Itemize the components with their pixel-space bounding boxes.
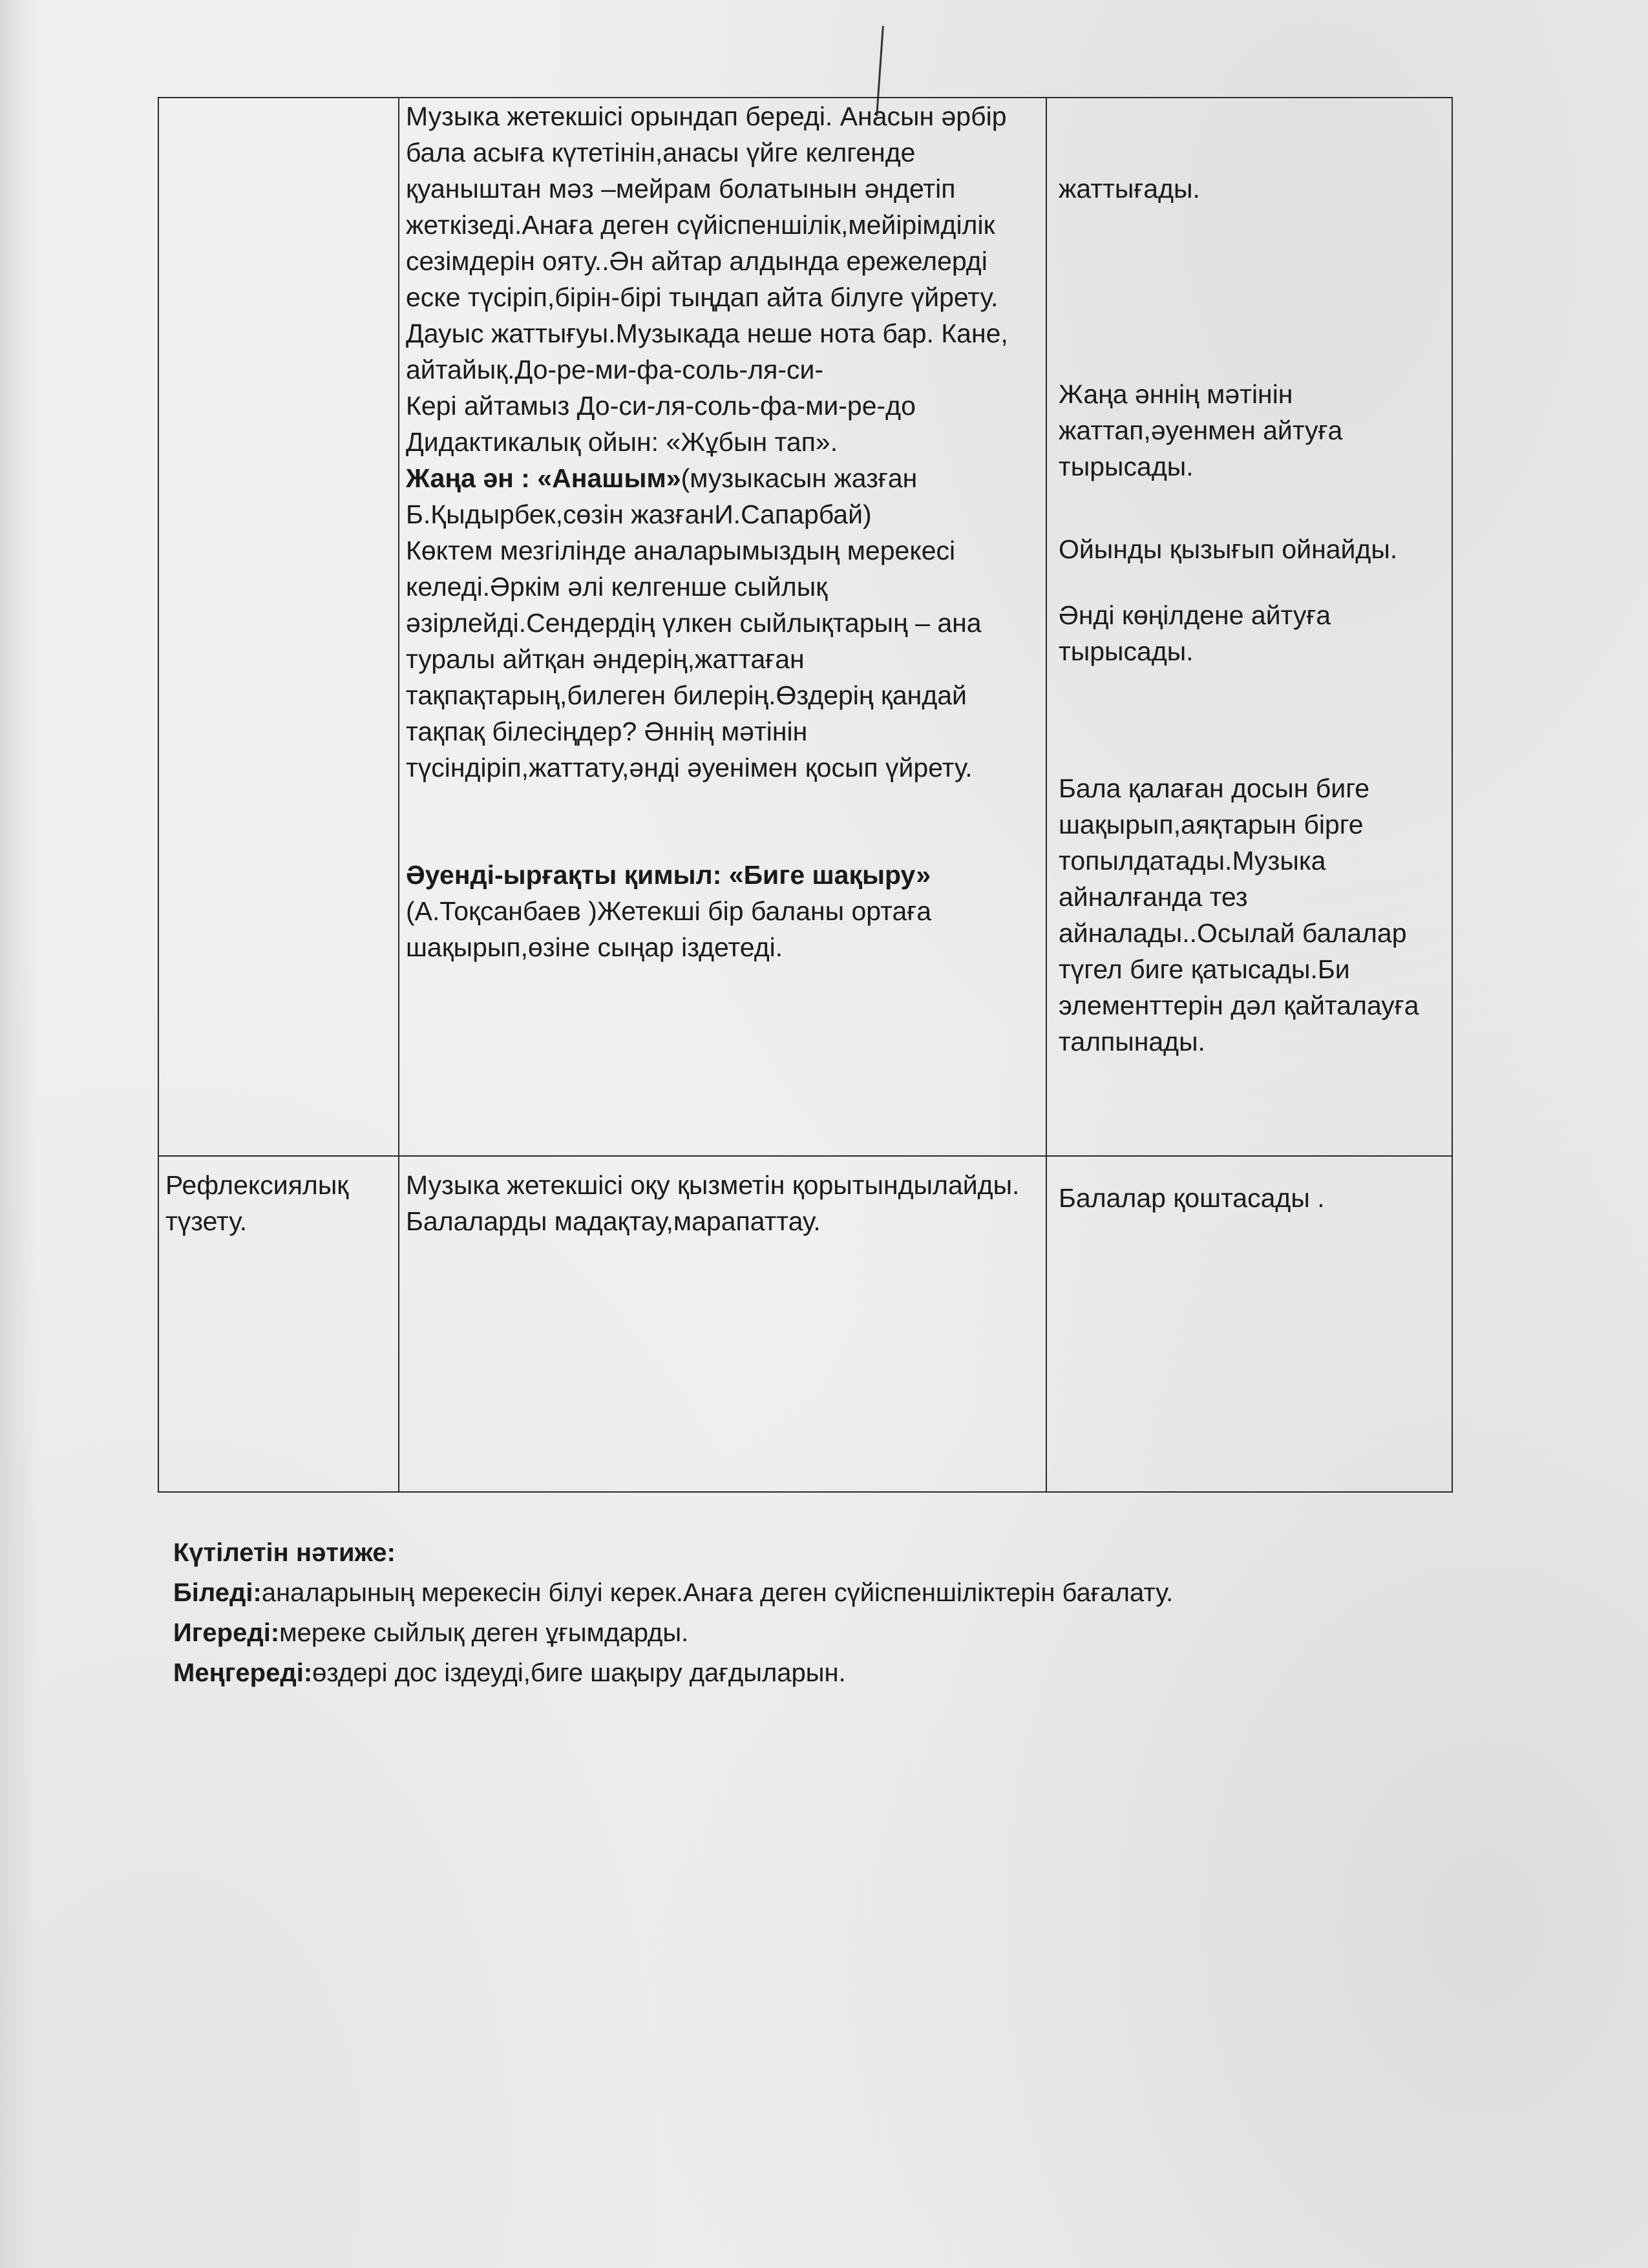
- knows-label: Біледі:: [173, 1579, 262, 1607]
- teacher-activity-reflection: Музыка жетекшісі оқу қызметін қорытындылайды. Балаларды мадақтау,марапаттау.: [399, 1156, 1046, 1492]
- children-exercise: жаттығады.: [1059, 174, 1200, 204]
- reverse-scale: Кері айтамыз До-си-ля-соль-фа-ми-ре-до: [406, 391, 916, 421]
- expected-result-title: Күтілетін нәтиже:: [173, 1538, 396, 1567]
- children-learn-song: Жаңа әннің мәтінін жаттап,әуенмен айтуға тырысады.: [1059, 379, 1343, 481]
- expected-result-heading: [173, 1533, 1173, 1573]
- teacher-activity-intro: Музыка жетекшісі орындап береді. Анасын әрбір бала асыға күтетінін,анасы үйге келгенде қуаныштан мәз –мейрам болатынын әндетіп жеткізеді.Анаға деген сүйіспеншілік,мейірімділік сезімдерін ояту..Ән айтар алдында ережелерді еске түсіріп,бірін-бірі тыңдап айта білуге үйрету.: [406, 101, 1007, 312]
- page-edge-shadow: [0, 0, 39, 2268]
- skills-line: [173, 1653, 1173, 1693]
- new-song-title: Жаңа ән : «Анашым»: [406, 463, 681, 493]
- knows-text: аналарының мерекесін білуі керек.Анаға деген сүйіспеншіліктерін бағалату.: [261, 1579, 1174, 1607]
- spring-holiday-text: Көктем мезгілінде аналарымыздың мерекесі келеді.Әркім әлі келгенше сыйлық әзірлейді.Сендердің үлкен сыйлықтарың – ана туралы айтқан әндерің,жаттаған тақпақтарың,билеген билерің.Өздерің қандай тақпақ білесіңдер? Әннің мәтінін түсіндіріп,жаттату,әнді әуенімен қосып үйрету.: [406, 536, 982, 782]
- didactic-game: Дидактикалық ойын: «Жұбын тап».: [406, 427, 838, 457]
- children-play-game: Ойынды қызығып ойнайды.: [1059, 534, 1398, 564]
- children-sing-song: Әнді көңілдене айтуға тырысады.: [1059, 600, 1331, 666]
- table-row: [158, 1156, 1452, 1492]
- voice-exercise: Дауыс жаттығуы.Музыкада неше нота бар. Кане, айтайық.До-ре-ми-фа-соль-ля-си-: [406, 319, 1008, 384]
- dance-activity-text: (А.Тоқсанбаев )Жетекші бір баланы ортаға шақырып,өзіне сыңар іздетеді.: [406, 896, 932, 962]
- expected-result: [173, 1533, 1173, 1693]
- children-activity-cell: [1046, 98, 1452, 1156]
- lesson-table: [158, 97, 1453, 1493]
- skills-text: өздері дос іздеуді,биге шақыру дағдыларын.: [312, 1659, 846, 1687]
- masters-line: [173, 1613, 1173, 1653]
- new-song-credits: (музыкасын жазған Б.Қыдырбек,сөзін жазғанИ.Сапарбай): [406, 463, 918, 529]
- children-activity-reflection: Балалар қоштасады .: [1046, 1156, 1452, 1492]
- dance-activity-title: Әуенді-ырғақты қимыл: «Биге шақыру»: [406, 860, 931, 890]
- masters-text: мереке сыйлық деген ұғымдарды.: [279, 1619, 689, 1647]
- skills-label: Меңгереді:: [173, 1659, 313, 1687]
- dance-activity: [406, 857, 1039, 965]
- masters-label: Игереді:: [173, 1619, 280, 1647]
- teacher-activity-cell: [399, 98, 1046, 1156]
- table-row: [158, 98, 1452, 1156]
- stage-cell: [158, 98, 399, 1156]
- knows-line: [173, 1573, 1173, 1613]
- new-song: [406, 460, 1039, 532]
- stage-cell-reflection: Рефлексиялық түзету.: [158, 1156, 399, 1492]
- children-dance: Бала қалаған досын биге шақырып,аяқтарын бірге топылдатады.Музыка айналғанда тез айналады..Осылай балалар түгел биге қатысады.Би элементтерін дәл қайталауға талпынады.: [1059, 773, 1419, 1056]
